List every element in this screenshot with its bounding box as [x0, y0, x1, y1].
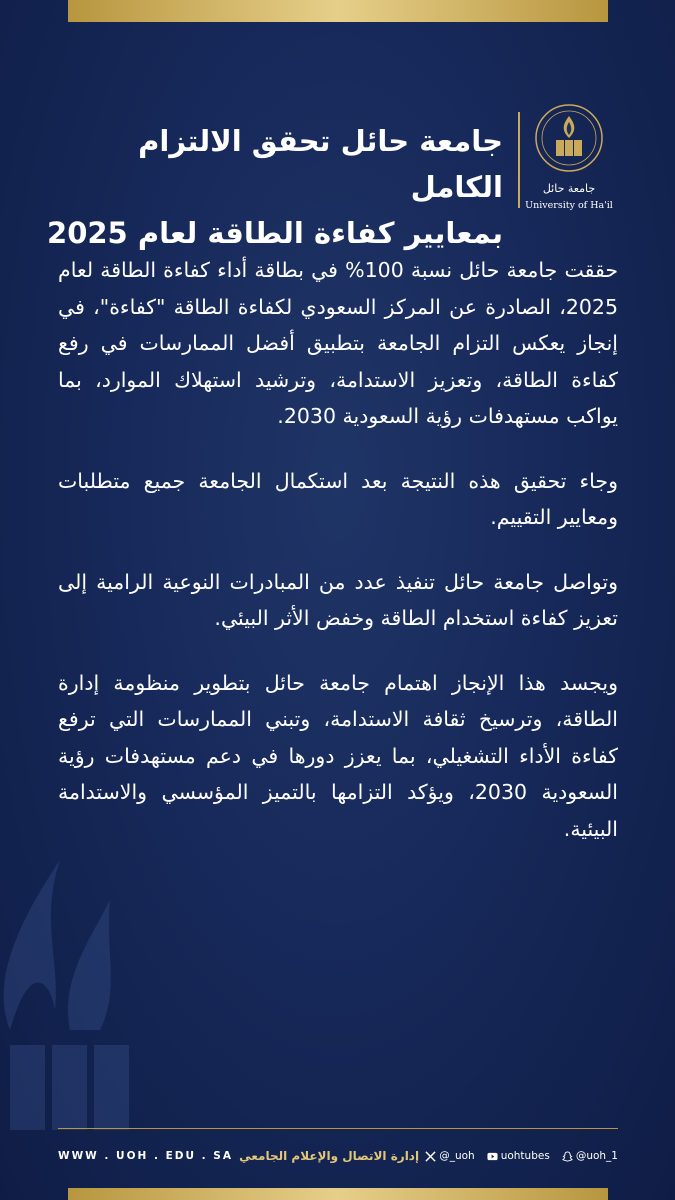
top-gold-bar: [68, 0, 608, 22]
paragraph-3: وتواصل جامعة حائل تنفيذ عدد من المبادرات النوعية الرامية إلى تعزيز كفاءة استخدام الطاقة وخفض الأثر البيئي.: [58, 569, 618, 630]
x-link[interactable]: [425, 1150, 474, 1162]
article-body: [58, 252, 618, 875]
youtube-handle: uohtubes: [500, 1150, 550, 1162]
footer: [58, 1146, 618, 1166]
logo-text-ar: جامعة حائل: [542, 182, 596, 195]
university-logo: [523, 98, 615, 218]
footer-divider: [58, 1128, 618, 1129]
snapchat-handle: @uoh_1: [575, 1150, 618, 1162]
headline: [43, 118, 503, 256]
youtube-link[interactable]: [487, 1150, 550, 1162]
social-links: [425, 1150, 618, 1162]
x-icon: [425, 1151, 436, 1162]
headline-line-2: بمعايير كفاءة الطاقة لعام 2025: [47, 216, 503, 250]
logo-divider: [518, 112, 520, 208]
website-link[interactable]: WWW . UOH . EDU . SA: [58, 1150, 233, 1162]
department-name: إدارة الاتصال والإعلام الجامعي: [239, 1149, 420, 1163]
x-handle: @_uoh: [439, 1150, 475, 1162]
paragraph-1: حققت جامعة حائل نسبة 100% في بطاقة أداء كفاءة الطاقة لعام 2025، الصادرة عن المركز السعودي لكفاءة الطاقة "كفاءة"، في إنجاز يعكس التزام الجامعة بتطبيق أفضل الممارسات في رفع كفاءة الطاقة، وتعزيز الاستدامة، وترشيد استهلاك الموارد، بما يواكب مستهدفات رؤية السعودية 2030.: [58, 258, 618, 428]
youtube-icon: [487, 1151, 498, 1162]
snapchat-icon: [562, 1151, 573, 1162]
paragraph-2: وجاء تحقيق هذه النتيجة بعد استكمال الجامعة جميع متطلبات ومعايير التقييم.: [58, 468, 618, 529]
paragraph-4: ويجسد هذا الإنجاز اهتمام جامعة حائل بتطوير منظومة إدارة الطاقة، وترسيخ ثقافة الاستدامة، وتبني الممارسات التي ترفع كفاءة الأداء التشغيلي، بما يعزز دورها في دعم مستهدفات رؤية السعودية 2030، ويؤكد التزامها بالتميز المؤسسي والاستدامة البيئية.: [58, 670, 618, 841]
snapchat-link[interactable]: [562, 1150, 618, 1162]
flame-watermark: [0, 860, 130, 1130]
headline-line-1: جامعة حائل تحقق الالتزام الكامل: [138, 124, 503, 204]
bottom-gold-bar: [68, 1188, 608, 1200]
logo-text-en: University of Ha'il: [525, 200, 613, 211]
